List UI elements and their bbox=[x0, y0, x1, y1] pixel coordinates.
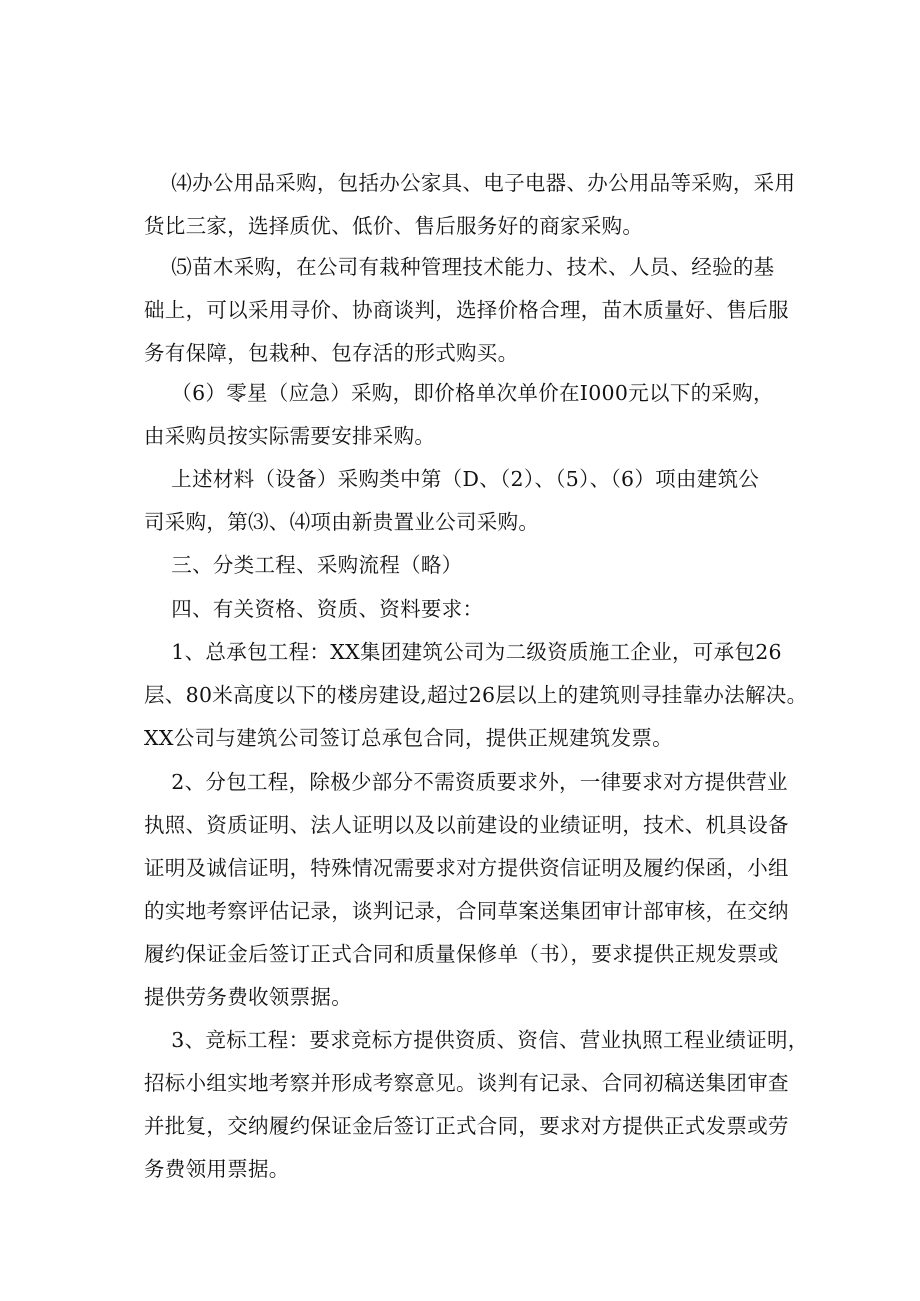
text-line: 务费领用票据。 bbox=[144, 1157, 290, 1181]
text-line: ⑷办公用品采购，包括办公家具、电子电器、办公用品等采购，采用 bbox=[144, 171, 796, 195]
text-line: 并批复，交纳履约保证金后签订正式合同，要求对方提供正式发票或劳 bbox=[144, 1114, 789, 1138]
text-line: 1、总承包工程：XX集团建筑公司为二级资质施工企业，可承包26 bbox=[144, 640, 782, 664]
text-line: 货比三家，选择质优、低价、售后服务好的商家采购。 bbox=[144, 214, 644, 238]
paragraph-bidding bbox=[144, 1019, 824, 1191]
paragraph-nursery-stock bbox=[144, 246, 824, 375]
text-line: 务有保障，包栽种、包存活的形式购买。 bbox=[144, 341, 519, 365]
text-line: 础上，可以采用寻价、协商谈判，选择价格合理，苗木质量好、售后服 bbox=[144, 298, 789, 322]
text-line: 履约保证金后签订正式合同和质量保修单（书），要求提供正规发票或 bbox=[144, 942, 779, 966]
text-line: 由采购员按实际需要安排采购。 bbox=[144, 424, 436, 448]
paragraph-subcontract bbox=[144, 761, 824, 1019]
text-line: ⑸苗木采购，在公司有栽种管理技术能力、技术、人员、经验的基 bbox=[144, 255, 775, 279]
text-line: 证明及诚信证明，特殊情况需要求对方提供资信证明及履约保函，小组 bbox=[144, 856, 789, 880]
text-line: 2、分包工程，除极少部分不需资质要求外，一律要求对方提供营业 bbox=[144, 770, 788, 794]
text-line: 的实地考察评估记录，谈判记录，合同草案送集团审计部审核，在交纳 bbox=[144, 899, 789, 923]
text-line: （6）零星（应急）采购，即价格单次单价在I000元以下的采购， bbox=[144, 381, 774, 405]
text-line: 招标小组实地考察并形成考察意见。谈判有记录、合同初稿送集团审查 bbox=[144, 1071, 789, 1095]
section-title: 四、有关资格、资质、资料要求： bbox=[144, 597, 484, 621]
text-line: 上述材料（设备）采购类中第（D、（2）、（5）、（6）项由建筑公 bbox=[144, 467, 760, 491]
section-title: 三、分类工程、采购流程（略） bbox=[144, 553, 463, 577]
section-heading-3 bbox=[144, 544, 824, 587]
paragraph-general-contract bbox=[144, 631, 824, 760]
paragraph-emergency-purchase bbox=[144, 372, 824, 458]
text-line: 提供劳务费收领票据。 bbox=[144, 985, 352, 1009]
text-line: 执照、资质证明、法人证明以及以前建设的业绩证明，技术、机具设备 bbox=[144, 813, 789, 837]
section-heading-4 bbox=[144, 588, 824, 631]
text-line: 3、竞标工程：要求竞标方提供资质、资信、营业执照工程业绩证明， bbox=[144, 1028, 809, 1052]
text-line: XX公司与建筑公司签订总承包合同，提供正规建筑发票。 bbox=[144, 726, 673, 750]
text-line: 司采购，第⑶、⑷项由新贵置业公司采购。 bbox=[144, 510, 540, 534]
text-line: 层、80米高度以下的楼房建设,超过26层以上的建筑则寻挂靠办法解决。 bbox=[144, 683, 808, 707]
paragraph-assignment bbox=[144, 458, 824, 544]
paragraph-office-supplies bbox=[144, 162, 824, 248]
